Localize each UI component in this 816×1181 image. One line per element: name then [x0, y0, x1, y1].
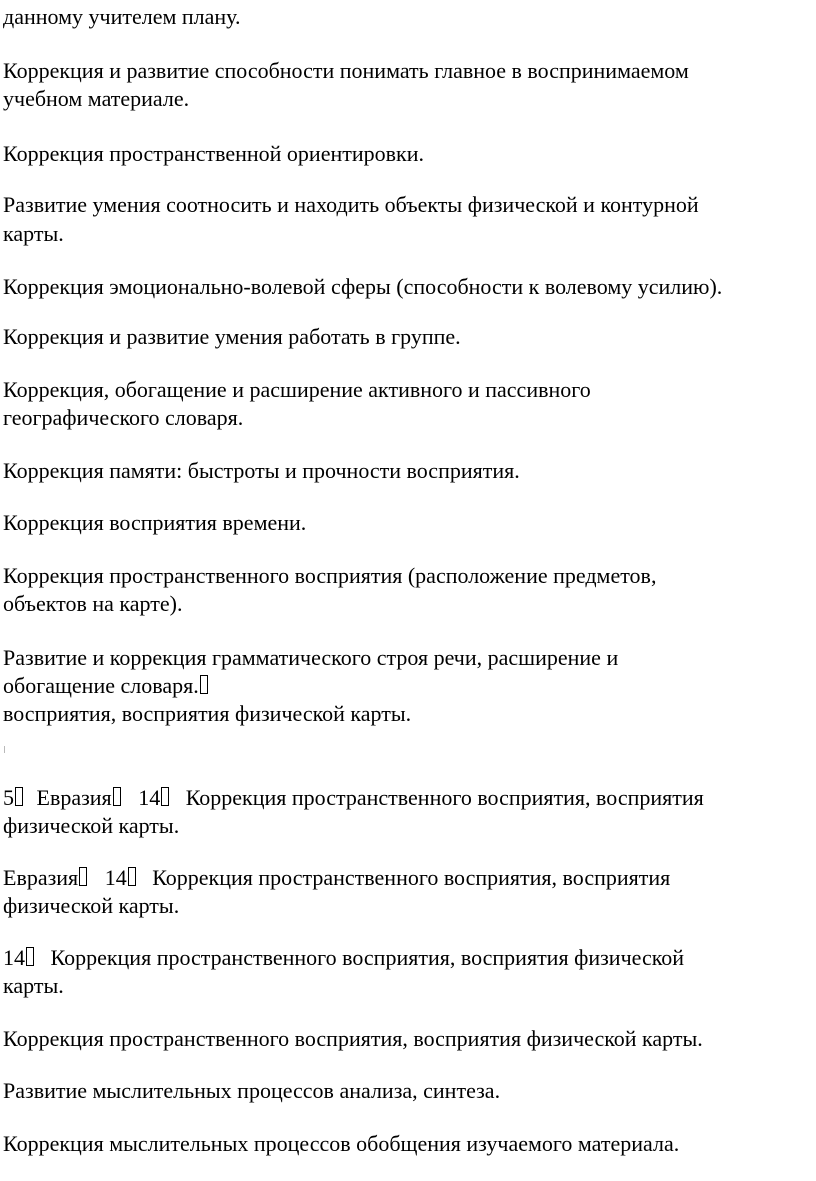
missing-glyph-icon [26, 947, 34, 966]
text-line: Коррекция памяти: быстроты и прочности восприятия. [3, 458, 520, 483]
missing-glyph-icon [79, 867, 87, 886]
text-line-with-boxes [3, 863, 670, 892]
text-fragment: Евразия [36, 785, 112, 810]
text-fragment: 14 [104, 865, 127, 890]
text-line: Развитие умения соотносить и находить объекты физической и контурной [3, 192, 699, 217]
text-line: объектов на карте). [3, 591, 183, 616]
text-line: Коррекция и развитие умения работать в группе. [3, 324, 461, 349]
text-line: Развитие и коррекция грамматического строя речи, расширение и [3, 645, 619, 670]
text-fragment: 14 [3, 945, 25, 970]
text-line: Коррекция восприятия времени. [3, 510, 307, 535]
text-line: географического словаря. [3, 405, 244, 430]
text-line: Коррекция пространственного восприятия, восприятия физической карты. [3, 1026, 703, 1051]
text-line: Развитие мыслительных процессов анализа, синтеза. [3, 1078, 501, 1103]
text-line-with-boxes [3, 783, 704, 812]
missing-glyph-icon [200, 675, 208, 694]
text-line: физической карты. [3, 813, 180, 838]
text-line: данному учителем плану. [3, 4, 241, 29]
text-fragment: Коррекция пространственного восприятия, восприятия [152, 865, 671, 890]
text-line: Коррекция эмоционально-волевой сферы (способности к волевому усилию). [3, 274, 723, 299]
text-fragment: 5 [3, 785, 14, 810]
text-fragment: Коррекция пространственного восприятия, восприятия [185, 785, 704, 810]
text-line: карты. [3, 973, 64, 998]
text-fragment: Коррекция пространственного восприятия, восприятия физической [50, 945, 685, 970]
faint-mark-icon [4, 746, 5, 753]
text-line: карты. [3, 221, 64, 246]
text-line-with-box [3, 671, 208, 700]
text-line: восприятия, восприятия физической карты. [3, 701, 412, 726]
text-line: Коррекция мыслительных процессов обобщения изучаемого материала. [3, 1131, 680, 1156]
text-line: Коррекция пространственной ориентировки. [3, 141, 424, 166]
text-line-with-box [3, 943, 684, 972]
text-line: учебном материале. [3, 86, 190, 111]
missing-glyph-icon [113, 787, 121, 806]
text-line: Коррекция пространственного восприятия (расположение предметов, [3, 563, 657, 588]
missing-glyph-icon [128, 867, 136, 886]
text-fragment: 14 [138, 785, 161, 810]
missing-glyph-icon [15, 787, 23, 806]
text-line: Коррекция и развитие способности понимать главное в воспринимаемом [3, 58, 689, 83]
text-line: Коррекция, обогащение и расширение активного и пассивного [3, 377, 591, 402]
text-fragment: обогащение словаря. [3, 673, 199, 698]
text-fragment: Евразия [3, 865, 79, 890]
missing-glyph-icon [161, 787, 169, 806]
text-line: физической карты. [3, 893, 180, 918]
